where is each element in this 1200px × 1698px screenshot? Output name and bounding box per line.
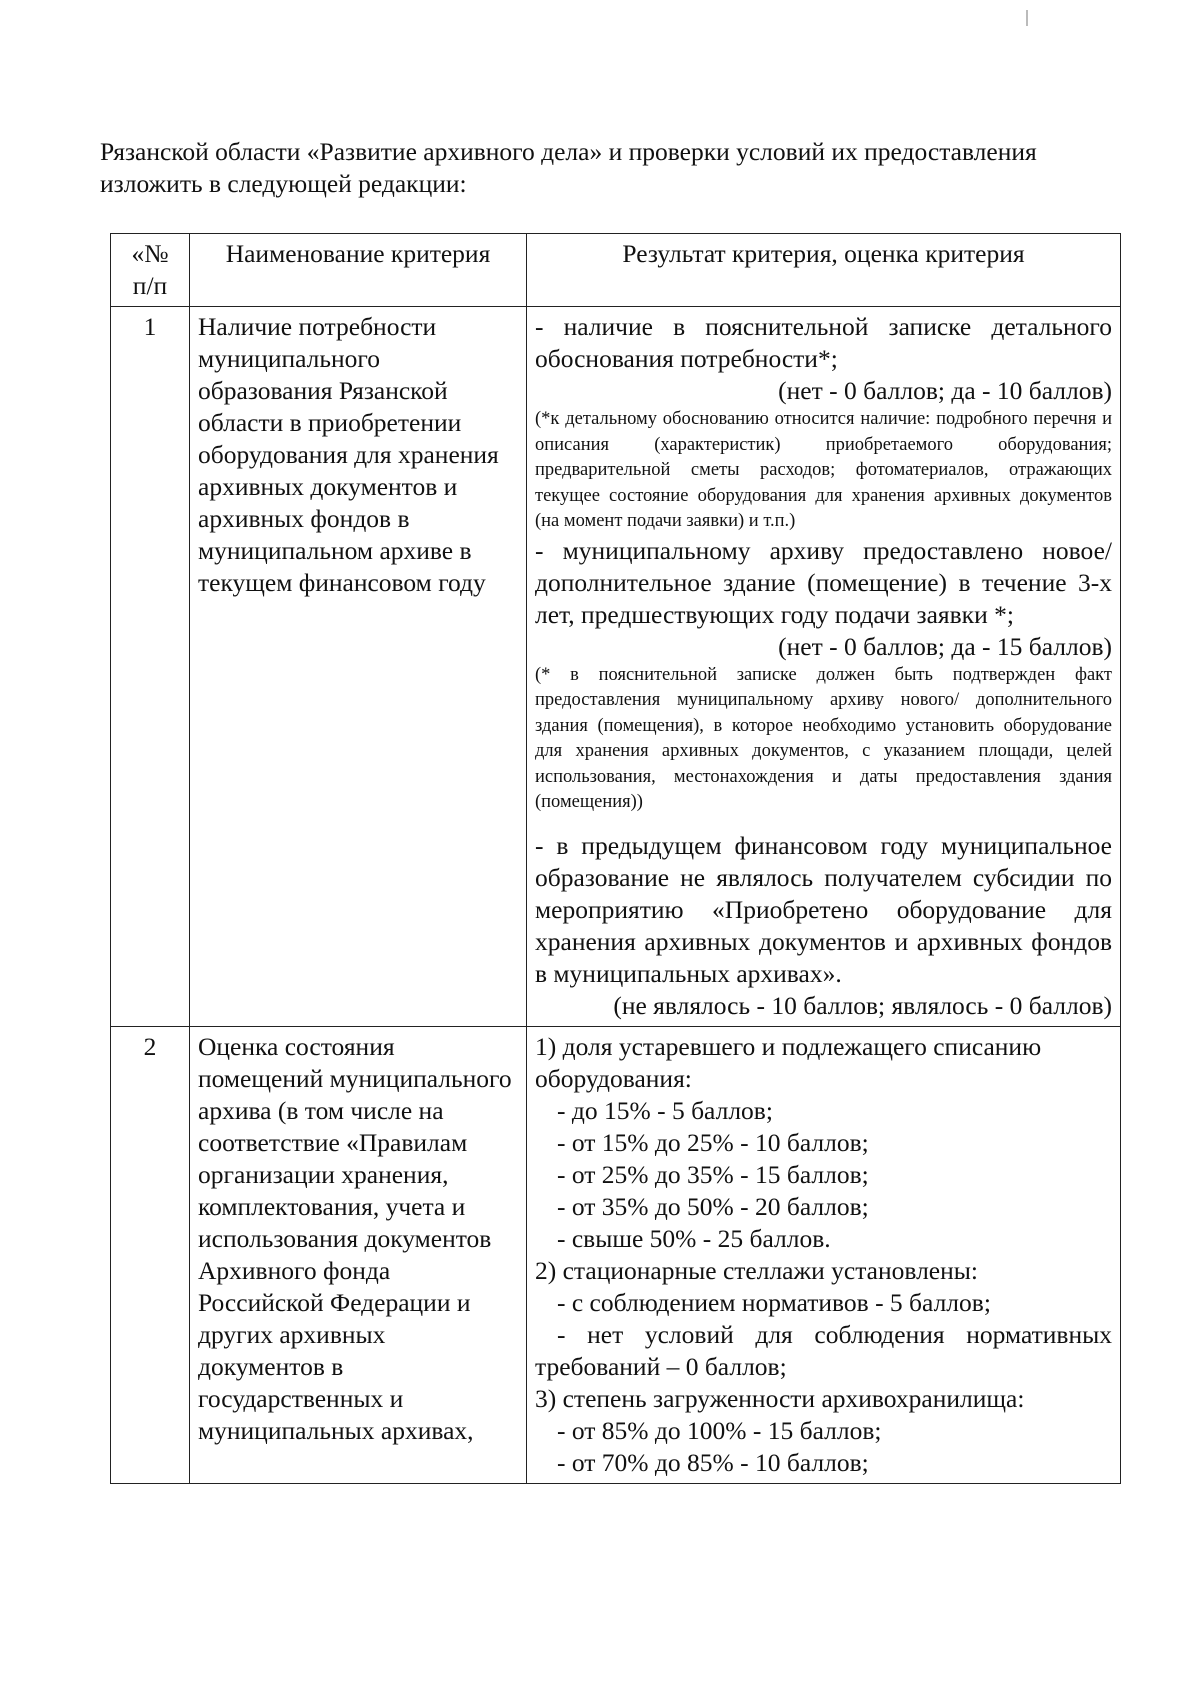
list-item: - от 25% до 35% - 15 баллов; (557, 1159, 869, 1189)
criterion-name: Наличие потребности муниципального образования Рязанской области в приобретении оборудования для хранения архивных документов и архивных фондов в муниципальном архиве в текущем финансовом году (190, 307, 527, 1027)
row-number: 2 (111, 1026, 190, 1483)
result-item-score: (нет - 0 баллов; да - 15 баллов) (778, 631, 1112, 661)
criterion-name: Оценка состояния помещений муниципального архива (в том числе на соответствие «Правилам организации хранения, комплектования, учета и использования документов Архивного фонда Российской Федерации и других архивных документов в государственных и муниципальных архивах, (190, 1026, 527, 1483)
row-number: 1 (111, 307, 190, 1027)
result-item-note: (*к детальному обоснованию относится наличие: подробного перечня и описания (характеристик) приобретаемого оборудования; предварительной сметы расходов; фотоматериалов, отражающих текущее состояние оборудования для хранения архивных документов (на момент подачи заявки) и т.п.) (535, 409, 1112, 531)
list-item: - свыше 50% - 25 баллов. (557, 1223, 831, 1253)
result-item-text: - в предыдущем финансовом году муниципальное образование не являлось получателем субсидии по мероприятию «Приобретено оборудование для хранения архивных документов и архивных фондов в муниципальных архивах». (535, 830, 1112, 988)
list-item: - от 15% до 25% - 10 баллов; (557, 1127, 869, 1157)
intro-paragraph (100, 136, 1140, 200)
section-title: 1) доля устаревшего и подлежащего списанию оборудования: (535, 1031, 1042, 1093)
result-item-score: (не являлось - 10 баллов; являлось - 0 баллов) (613, 990, 1112, 1020)
result-item-text: - наличие в пояснительной записке детального обоснования потребности*; (535, 312, 1112, 373)
intro-line-1: Рязанской области «Развитие архивного дела» и проверки условий их предоставления (100, 137, 1037, 166)
header-number: «№ п/п (111, 234, 190, 307)
spacer (535, 816, 1112, 830)
scan-mark (1026, 10, 1028, 26)
list-item: - нет условий для соблюдения нормативных требований – 0 баллов; (535, 1319, 1112, 1381)
table-header-row (111, 234, 1121, 307)
list-item: - от 70% до 85% - 10 баллов; (557, 1447, 869, 1477)
header-criterion-name: Наименование критерия (190, 234, 527, 307)
list-item: - от 85% до 100% - 15 баллов; (557, 1415, 882, 1445)
criteria-table (110, 233, 1121, 1484)
result-item-score: (нет - 0 баллов; да - 10 баллов) (778, 376, 1112, 405)
table-row (111, 307, 1121, 1027)
section-title: 2) стационарные стеллажи установлены: (535, 1255, 978, 1285)
list-item: - с соблюдением нормативов - 5 баллов; (557, 1287, 991, 1317)
criterion-result (527, 1026, 1121, 1483)
result-item-text: - муниципальному архиву предоставлено новое/ дополнительное здание (помещение) в течение 3-х лет, предшествующих году подачи заявки *; (535, 535, 1112, 629)
result-item-note: (* в пояснительной записке должен быть подтвержден факт предоставления муниципальному архиву нового/ дополнительного здания (помещения), в которое необходимо установить оборудование для хранения архивных документов, с указанием площади, целей использования, местонахождения и даты предоставления здания (помещения)) (535, 664, 1112, 812)
intro-line-2: изложить в следующей редакции: (100, 169, 467, 198)
section-title: 3) степень загруженности архивохранилища: (535, 1383, 1025, 1413)
header-criterion-result: Результат критерия, оценка критерия (527, 234, 1121, 307)
criterion-result (527, 307, 1121, 1027)
list-item: - от 35% до 50% - 20 баллов; (557, 1191, 869, 1221)
table-row (111, 1026, 1121, 1483)
list-item: - до 15% - 5 баллов; (557, 1095, 773, 1125)
